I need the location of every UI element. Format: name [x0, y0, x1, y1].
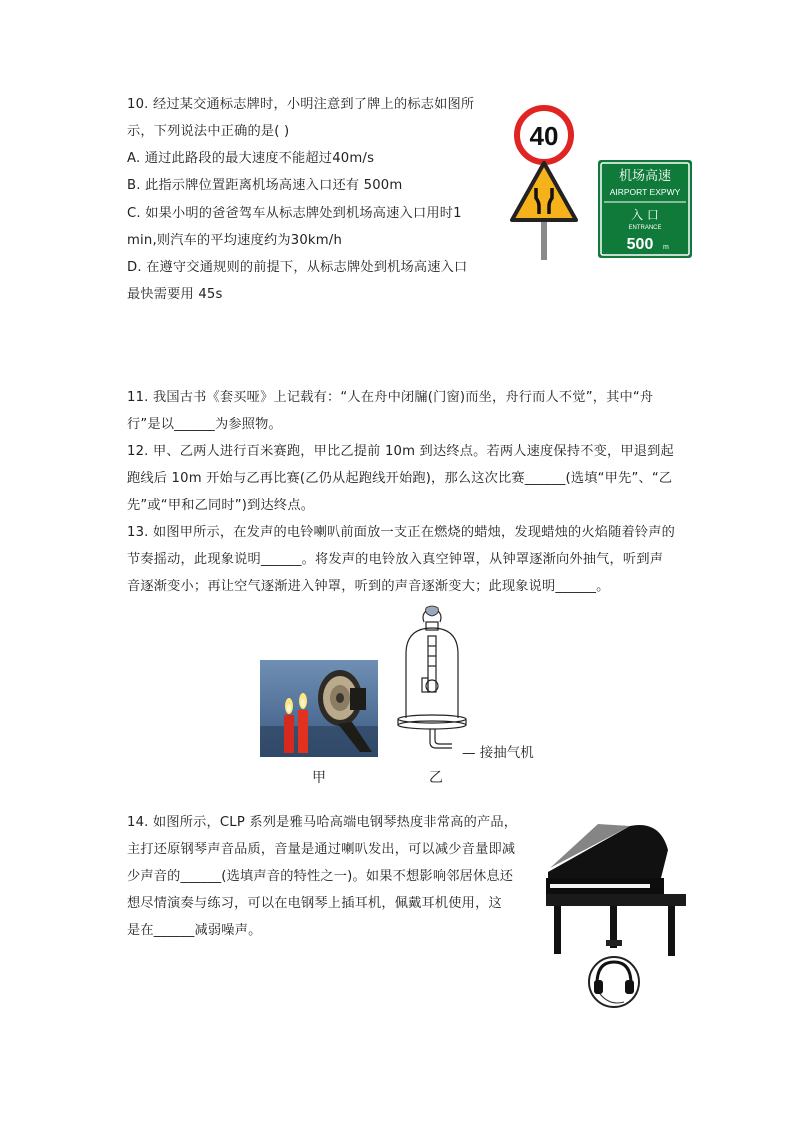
bell-jar-outline — [406, 628, 458, 718]
q13-line-3: 音逐渐变小；再让空气逐渐进入钟罩，听到的声音逐渐变大；此现象说明______。 — [127, 579, 610, 594]
expressway-sign-entrance: 入 口 — [631, 208, 659, 222]
grand-piano-figure — [540, 820, 692, 1008]
q10-option-d-line-1: D. 在遵守交通规则的前提下，从标志牌处到机场高速入口 — [127, 260, 468, 275]
q10-line-1: 10. 经过某交通标志牌时，小明注意到了牌上的标志如图所 — [127, 97, 475, 112]
q13-line-1: 13. 如图甲所示，在发声的电铃喇叭前面放一支正在燃烧的蜡烛，发现蜡烛的火焰随着铃声的 — [127, 525, 676, 540]
q10-option-a: A. 通过此路段的最大速度不能超过40m/s — [127, 151, 375, 166]
q14-line-4: 想尽情演奏与练习，可以在电钢琴上插耳机，佩戴耳机使用，这 — [127, 896, 502, 911]
narrow-road-warning-sign — [512, 163, 576, 220]
q11-line-2: 行”是以______为参照物。 — [127, 417, 282, 432]
q14-line-5: 是在______减弱噪声。 — [127, 923, 262, 938]
q13-line-2: 节奏摇动，此现象说明______。将发声的电铃放入真空钟罩，从钟罩逐渐向外抽气，听到声 — [127, 552, 664, 567]
caption-jia: 甲 — [312, 770, 326, 786]
expressway-sign-entrance-en: ENTRANCE — [628, 225, 662, 231]
pump-label: — 接抽气机 — [462, 745, 534, 761]
q12-line-2: 跑线后 10m 开始与乙再比赛(乙仍从起跑线开始跑)，那么这次比赛______(选填“甲先”、“乙 — [127, 471, 673, 486]
q12-line-1: 12. 甲、乙两人进行百米赛跑，甲比乙提前 10m 到达终点。若两人速度保持不变，甲退到起 — [127, 444, 674, 459]
speed-limit-value: 40 — [529, 121, 559, 151]
q10-option-b: B. 此指示牌位置距离机场高速入口还有 500m — [127, 178, 403, 193]
q10-option-d-line-2: 最快需要用 45s — [127, 287, 223, 302]
q10-option-c-line-1: C. 如果小明的爸爸驾车从标志牌处到机场高速入口用时1 — [127, 206, 462, 221]
grand-piano-icon — [546, 824, 686, 956]
caption-yi: 乙 — [429, 770, 443, 786]
headphones-icon — [589, 957, 639, 1007]
q14-line-1: 14. 如图所示，CLP 系列是雅马哈高端电钢琴热度非常高的产品， — [127, 815, 518, 830]
q14-line-3: 少声音的______(选填声音的特性之一)。如果不想影响邻居休息还 — [127, 869, 514, 884]
q10-line-2: 示，下列说法中正确的是( ) — [127, 124, 290, 139]
expressway-sign-distance: 500 — [626, 236, 654, 253]
q10-option-c-line-2: min,则汽车的平均速度约为30km/h — [127, 233, 342, 248]
bell-jar-diagram — [392, 606, 472, 758]
candle-speaker-photo — [260, 660, 378, 757]
expressway-sign-title: 机场高速 — [618, 169, 672, 184]
q11-line-1: 11. 我国古书《套买哑》上记载有：“人在舟中闭牖(门窗)而坐，舟行而人不觉”，其中“舟 — [127, 390, 654, 405]
expressway-sign-subtitle: AIRPORT EXPWY — [609, 187, 681, 197]
q12-line-3: 先”或“甲和乙同时”)到达终点。 — [127, 498, 315, 513]
expressway-sign-unit: m — [663, 244, 669, 251]
expressway-sign — [598, 160, 692, 258]
q14-line-2: 主打还原钢琴声音品质，音量是通过喇叭发出，可以减少音量即减 — [127, 842, 516, 857]
traffic-sign-figure — [505, 106, 585, 262]
